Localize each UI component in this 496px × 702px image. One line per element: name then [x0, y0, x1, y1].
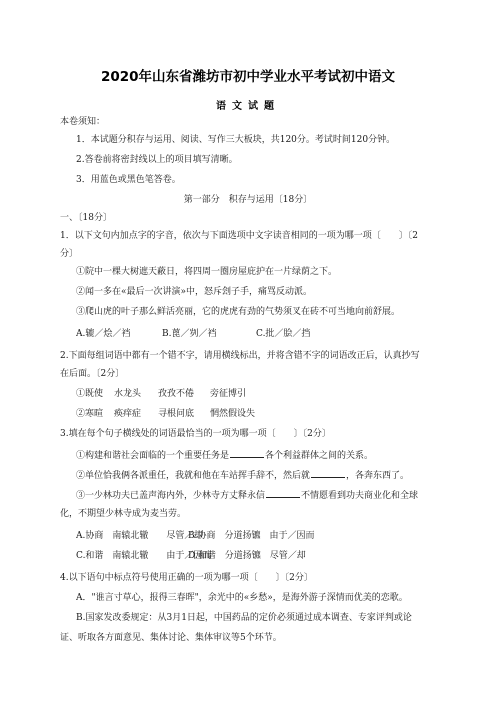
- q1-sentence: ③爬山虎的叶子那么鲜活亮丽，它的虎虎有劲的气势须叉在砖不可当地向前舒展。: [76, 307, 401, 317]
- q1-option-c: C.批／脍／挡: [256, 329, 311, 339]
- q3-sentence-2: [76, 468, 452, 482]
- q2-group-2: [76, 408, 452, 420]
- q2-word: 水龙头: [114, 389, 142, 399]
- q2-word: 寻根问底: [158, 409, 195, 419]
- notice-item: 2.答卷前将密封线以上的项目填写清晰。: [76, 155, 238, 165]
- q2-word: 惘然假设失: [210, 409, 256, 419]
- answer-blank[interactable]: [266, 488, 300, 498]
- q3-text: ，各奔东西了。: [346, 471, 410, 481]
- q3-sentence-3: [76, 488, 452, 502]
- notice-item: 3．用蓝色或黑色笔答卷。: [76, 175, 181, 185]
- q2-stem: 2.下面每组词语中都有一个错不字，请用横线标出，并将含错不字的词语改正后，认真抄写: [60, 351, 420, 361]
- notice-item: 1．本试题分积存与运用、阅读、写作三大板块，共120分。考试时间120分钟。: [76, 135, 396, 145]
- q3-text: ③一少林功夫已盖声海内外，少林寺方丈释永信: [76, 491, 266, 501]
- q4-option-a: A．"谁言寸草心，报得三春晖"，余光中的«乡愁»，是海外游子深情而优美的恋歌。: [76, 593, 408, 603]
- q3-sentence-1: [76, 448, 452, 462]
- q3-stem: 3.填在每个句子横线处的词语最恰当的一项为哪一项〔 〕〔2分〕: [60, 429, 331, 439]
- q2-word: ①既使: [76, 389, 104, 399]
- q1-option-a: A.辘／烩／裆: [76, 329, 131, 339]
- q1-sentence: ①院中一棵大树遮天蔽日，将四周一圈房屋庇护在一片绿荫之下。: [76, 267, 338, 277]
- q3-option-d: D.和谐 分道扬镳 尽管／却: [188, 551, 306, 561]
- q4-option-b: B.国家发改委规定：从3月1日起，中国药品的定价必须通过成本调查、专家评判或论: [76, 613, 412, 623]
- q2-word: 痪痒症: [114, 409, 142, 419]
- q1-option-b: B.蓖／刿／裆: [162, 329, 217, 339]
- q4-stem: 4.以下语句中标点符号使用正确的一项为哪一项〔 〕〔2分〕: [60, 573, 313, 583]
- notice-heading: 本卷须知：: [60, 117, 106, 127]
- q1-options: [76, 328, 452, 340]
- section-heading: 一、〔18分〕: [60, 213, 112, 223]
- q1-stem: 1．以下文句内加点字的字音，依次与下面选项中文字读音相同的一项为哪一项〔 〕〔2: [60, 231, 418, 241]
- page-subtitle: 语文试题: [216, 101, 280, 112]
- q2-word: 旁征博引: [210, 389, 247, 399]
- q3-options-row-1: [76, 530, 452, 542]
- answer-blank[interactable]: [311, 468, 345, 478]
- q1-stem-cont: 分〕: [60, 249, 79, 259]
- q2-group-1: [76, 388, 452, 400]
- q3-option-c: C.和谐 南辕北辙 由于／因而: [76, 551, 212, 561]
- q2-word: ②寒暄: [76, 409, 104, 419]
- answer-blank[interactable]: [230, 448, 264, 458]
- q3-option-b: B.协商 分道扬镳 由于／因而: [188, 531, 315, 541]
- q3-text: 不情愿看到功夫商业化和全球: [301, 491, 419, 501]
- q4-option-b-cont: 证、听取各方面意见、集体讨论、集体审议等5个环节。: [60, 633, 282, 643]
- q3-text: ②单位恰我俩各派重任，我就和他在车站挥手辞不，然后就: [76, 471, 311, 481]
- q3-text: ①构建和谐社会面临的一个重要任务是: [76, 451, 230, 461]
- q3-option-a: A.协商 南辕北辙 尽管／却: [76, 531, 203, 541]
- q1-sentence: ②闻一多在«最后一次讲演»中，怒斥刽子手，痛骂反动派。: [76, 287, 313, 297]
- q3-options-row-2: [76, 550, 452, 562]
- q3-text: 各个利益群体之间的关系。: [265, 451, 374, 461]
- part-heading: 第一部分 积存与运用〔18分〕: [183, 195, 313, 205]
- q2-stem-cont: 在后面。〔2分〕: [60, 369, 125, 379]
- q2-word: 孜孜不倦: [158, 389, 195, 399]
- page-title: 2020年山东省潍坊市初中学业水平考试初中语文: [100, 69, 396, 85]
- q3-sentence-3-cont: 化，不期望少林寺成为麦当劳。: [60, 509, 187, 519]
